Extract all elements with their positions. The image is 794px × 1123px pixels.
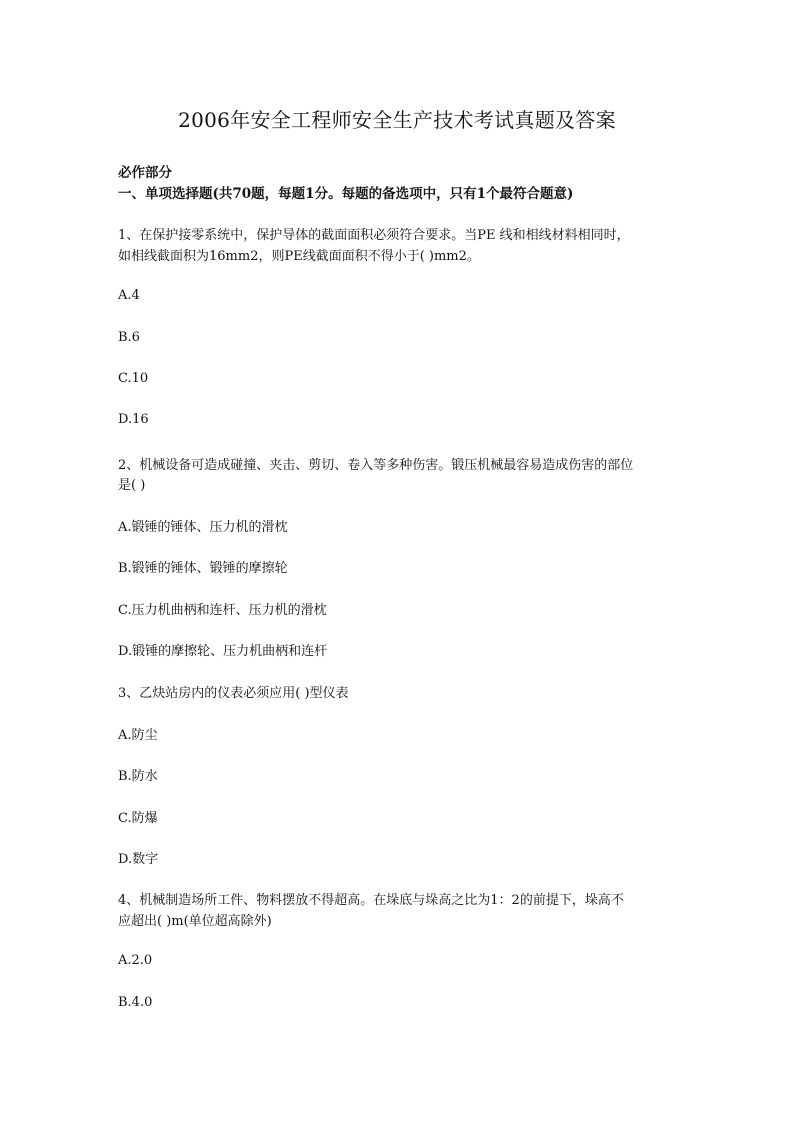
document-title: 2006年安全工程师安全生产技术考试真题及答案 [178, 108, 616, 132]
question-4-line-2: 应超出( )m(单位超高除外) [118, 914, 272, 929]
question-4-option-a: A.2.0 [118, 953, 153, 968]
question-3-option-b: B.防水 [118, 769, 158, 784]
question-1-option-b: B.6 [118, 330, 140, 345]
question-4-line-1: 4、机械制造场所工件、物料摆放不得超高。在垛底与垛高之比为1：2的前提下，垛高不 [118, 893, 624, 908]
question-1-option-c: C.10 [118, 371, 149, 386]
question-2-option-a: A.锻锤的锤体、压力机的滑枕 [118, 520, 288, 535]
question-1-line-1: 1、在保护接零系统中，保护导体的截面面积必须符合要求。当PE 线和相线材料相同时， [118, 228, 630, 243]
section-heading: 必作部分 [118, 165, 172, 181]
question-3-option-d: D.数字 [118, 852, 159, 867]
question-2-line-2: 是( ) [118, 478, 146, 493]
question-2-option-c: C.压力机曲柄和连杆、压力机的滑枕 [118, 603, 327, 618]
question-3-option-a: A.防尘 [118, 728, 158, 743]
question-1-option-a: A.4 [118, 288, 140, 303]
question-3-option-c: C.防爆 [118, 811, 158, 826]
question-1-line-2: 如相线截面积为16mm2，则PE线截面面积不得小于( )mm2。 [118, 249, 480, 264]
question-4-option-b: B.4.0 [118, 995, 153, 1010]
question-1-option-d: D.16 [118, 412, 149, 427]
question-3-line-1: 3、乙炔站房内的仪表必须应用( )型仪表 [118, 686, 349, 701]
question-2-option-b: B.锻锤的锤体、锻锤的摩擦轮 [118, 561, 288, 576]
question-2-option-d: D.锻锤的摩擦轮、压力机曲柄和连杆 [118, 644, 328, 659]
question-2-line-1: 2、机械设备可造成碰撞、夹击、剪切、卷入等多种伤害。锻压机械最容易造成伤害的部位 [118, 458, 634, 473]
part-heading: 一、单项选择题(共70题，每题1分。每题的备选项中，只有1个最符合题意) [118, 186, 574, 202]
